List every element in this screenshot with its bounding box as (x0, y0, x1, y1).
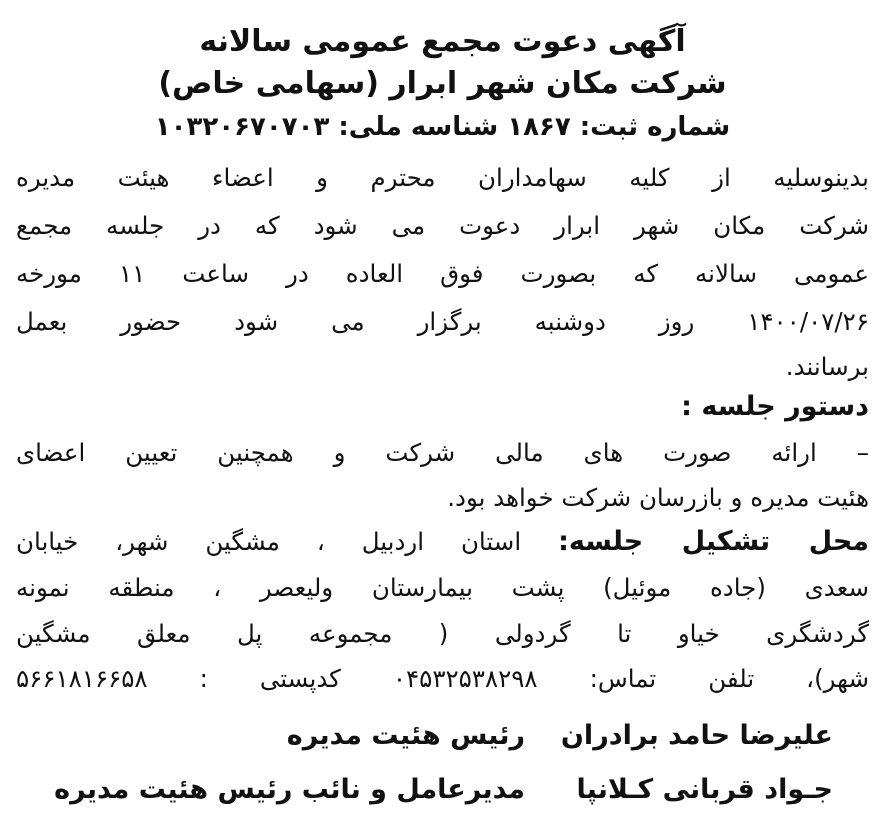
intro-line: عمومی سالانه که بصورت فوق العاده در ساعت ۱۱ مورخه (16, 259, 869, 288)
intro-line: برسانند. (785, 352, 869, 381)
intro-line: شرکت مکان شهر ابرار دعوت می شود که در جلسه مجمع (16, 211, 869, 240)
agenda-line: – ارائه صورت های مالی شرکت و همچنین تعیین اعضای (16, 438, 869, 467)
signatory-name: علیرضا حامد برادران (560, 720, 833, 751)
location-line: شهر)، تلفن تماس: ۰۴۵۳۲۵۳۸۲۹۸ کدپستی : ۵۶۶۱۸۱۶۶۵۸ (16, 664, 869, 693)
company-name: شرکت مکان شهر ابرار (سهامی خاص) (158, 66, 727, 101)
location-line: سعدی (جاده موئیل) پشت بیمارستان ولیعصر ، منطقه نمونه (16, 573, 869, 602)
signatory-name: جـواد قربانی کـلانپا (576, 774, 833, 805)
signatory-role: رئیس هئیت مدیره (286, 720, 525, 751)
agenda-line: هئیت مدیره و بازرسان شرکت خواهد بود. (447, 483, 869, 512)
location-line (16, 523, 869, 561)
location-text: استان اردبیل ، مشگین شهر، خیابان (16, 527, 522, 556)
signatory-role: مدیرعامل و نائب رئیس هئیت مدیره (54, 774, 525, 805)
location-label: محل تشکیل جلسه: (558, 526, 869, 557)
agenda-heading: دستور جلسه : (681, 391, 869, 422)
intro-line: بدینوسلیه از کلیه سهامداران محترم و اعضاء هیئت مدیره (16, 163, 869, 192)
notice-title: آگهی دعوت مجمع عمومی سالانه (199, 24, 686, 59)
intro-line: ۱۴۰۰/۰۷/۲۶ روز دوشنبه برگزار می شود حضور بعمل (16, 307, 869, 336)
registration-info: شماره ثبت: ۱۸۶۷ شناسه ملی: ۱۰۳۲۰۶۷۰۷۰۳ (154, 112, 731, 142)
location-line: گردشگری خیاو تا گردولی ( مجموعه پل معلق مشگین (16, 619, 869, 648)
